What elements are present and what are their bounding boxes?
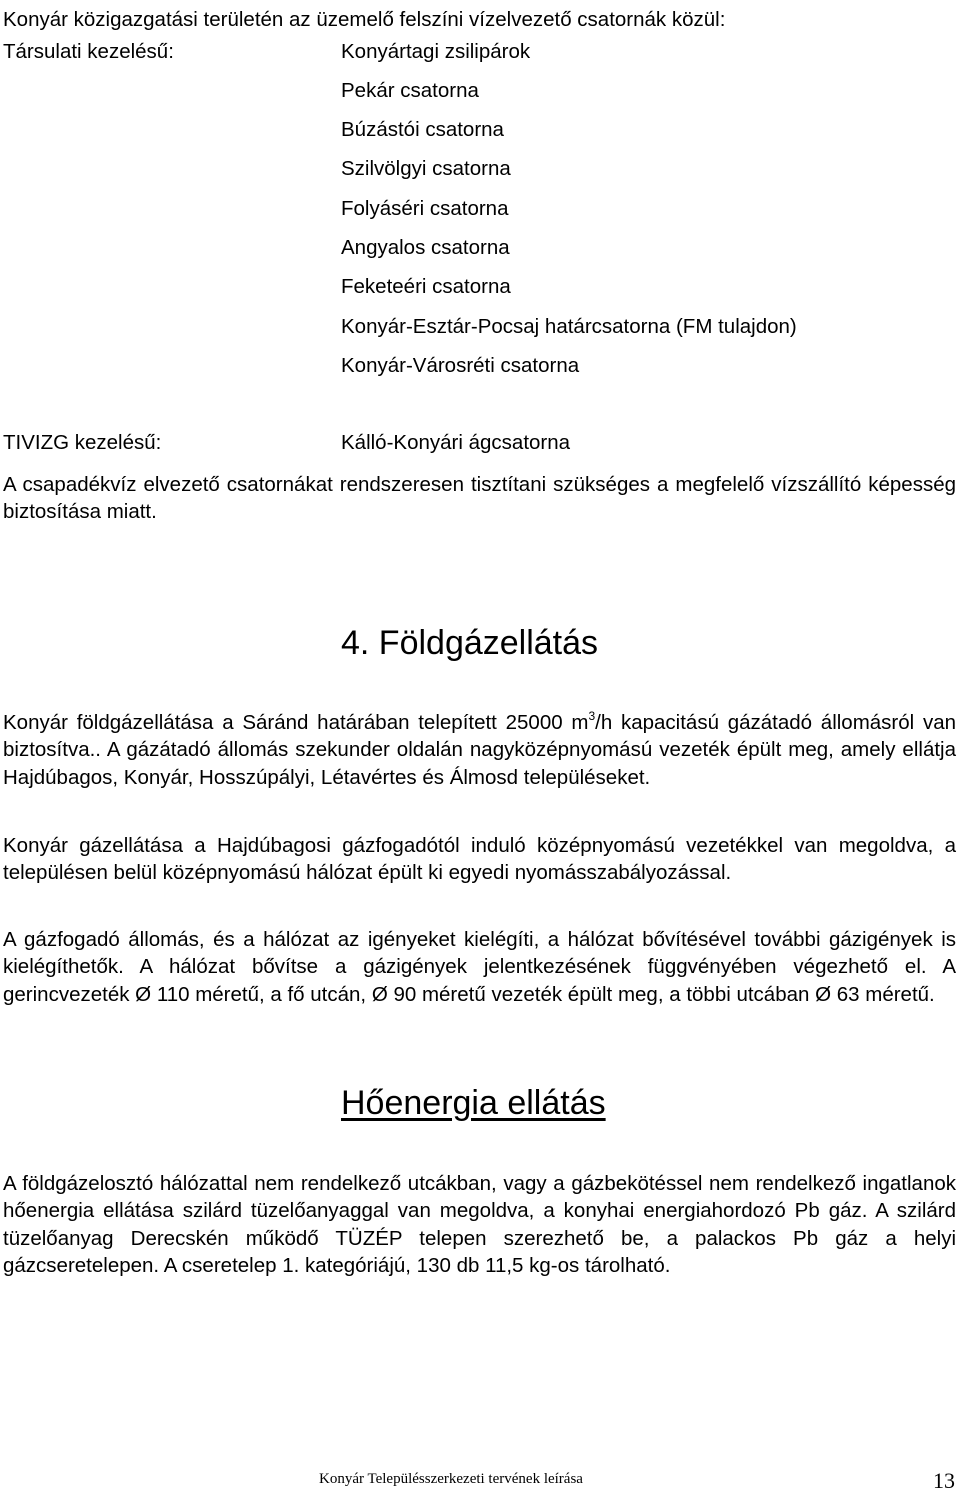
list-item: Folyáséri csatorna [341,197,509,220]
intro-text: Konyár közigazgatási területén az üzemelő felszíni vízelvezető csatornák közül: [3,8,726,31]
tarsulati-label: Társulati kezelésű: [3,40,174,63]
list-item: Feketeéri csatorna [341,275,511,298]
section-heading-gas: 4. Földgázellátás [341,624,599,662]
gas-paragraph-1-end: /h kapacitású gázátadó állomásról van biztosítva.. A gázátadó állomás szekunder oldalán nagyközépnyomású vezeték épült meg, amely ellátja Hajdúbagos, Konyár, Hosszúpályi, Létavértes és Álmosd településeket. [3,711,957,789]
section-heading-heat: Hőenergia ellátás [341,1084,606,1122]
gas-paragraph-1-start: Konyár földgázellátása a Sáránd határában telepített 25000 m [3,711,589,734]
list-item: Konyártagi zsilipárok [341,40,531,63]
list-item: Konyár-Esztár-Pocsaj határcsatorna (FM tulajdon) [341,315,797,338]
list-item: Pekár csatorna [341,79,479,102]
gas-paragraph-1 [3,709,956,791]
list-item: Szilvölgyi csatorna [341,157,511,180]
gas-paragraph-2: Konyár gázellátása a Hajdúbagosi gázfogadótól induló középnyomású vezetékkel van megoldva, a településen belül középnyomású hálózat épült ki egyedi nyomásszabályozással. [3,834,956,885]
footer-title: Konyár Településszerkezeti tervének leírása [319,1471,583,1487]
list-item: Angyalos csatorna [341,236,510,259]
gas-paragraph-3: A gázfogadó állomás, és a hálózat az igényeket kielégíti, a hálózat bővítésével további gázigények is kielégíthetők. A hálózat bővítse a gázigények jelentkezésének függvényében végezhető el. A gerincvezeték Ø 110 méretű, a fő utcán, Ø 90 méretű vezeték épült meg, a többi utcában Ø 63 méretű. [3,928,956,1006]
canal-note-paragraph: A csapadékvíz elvezető csatornákat rendszeresen tisztítani szükséges a megfelelő vízszállító képesség biztosítása miatt. [3,473,956,524]
tivizg-item: Kálló-Konyári ágcsatorna [341,431,571,454]
superscript-3: 3 [588,709,596,723]
list-item: Konyár-Városréti csatorna [341,354,580,377]
page-number: 13 [933,1468,955,1493]
list-item: Búzástói csatorna [341,118,504,141]
heat-paragraph: A földgázelosztó hálózattal nem rendelkező utcákban, vagy a gázbekötéssel nem rendelkező ingatlanok hőenergia ellátása szilárd tüzelőanyaggal van megoldva, a konyhai energiahordozó Pb gáz. A szilárd tüzelőanyag Derecskén működő TÜZÉP telepen szerezhető be, a palackos Pb gáz a helyi gázcseretelepen. A cseretelep 1. kategóriájú, 130 db 11,5 kg-os tárolható. [3,1172,956,1277]
tivizg-label: TIVIZG kezelésű: [3,431,162,454]
